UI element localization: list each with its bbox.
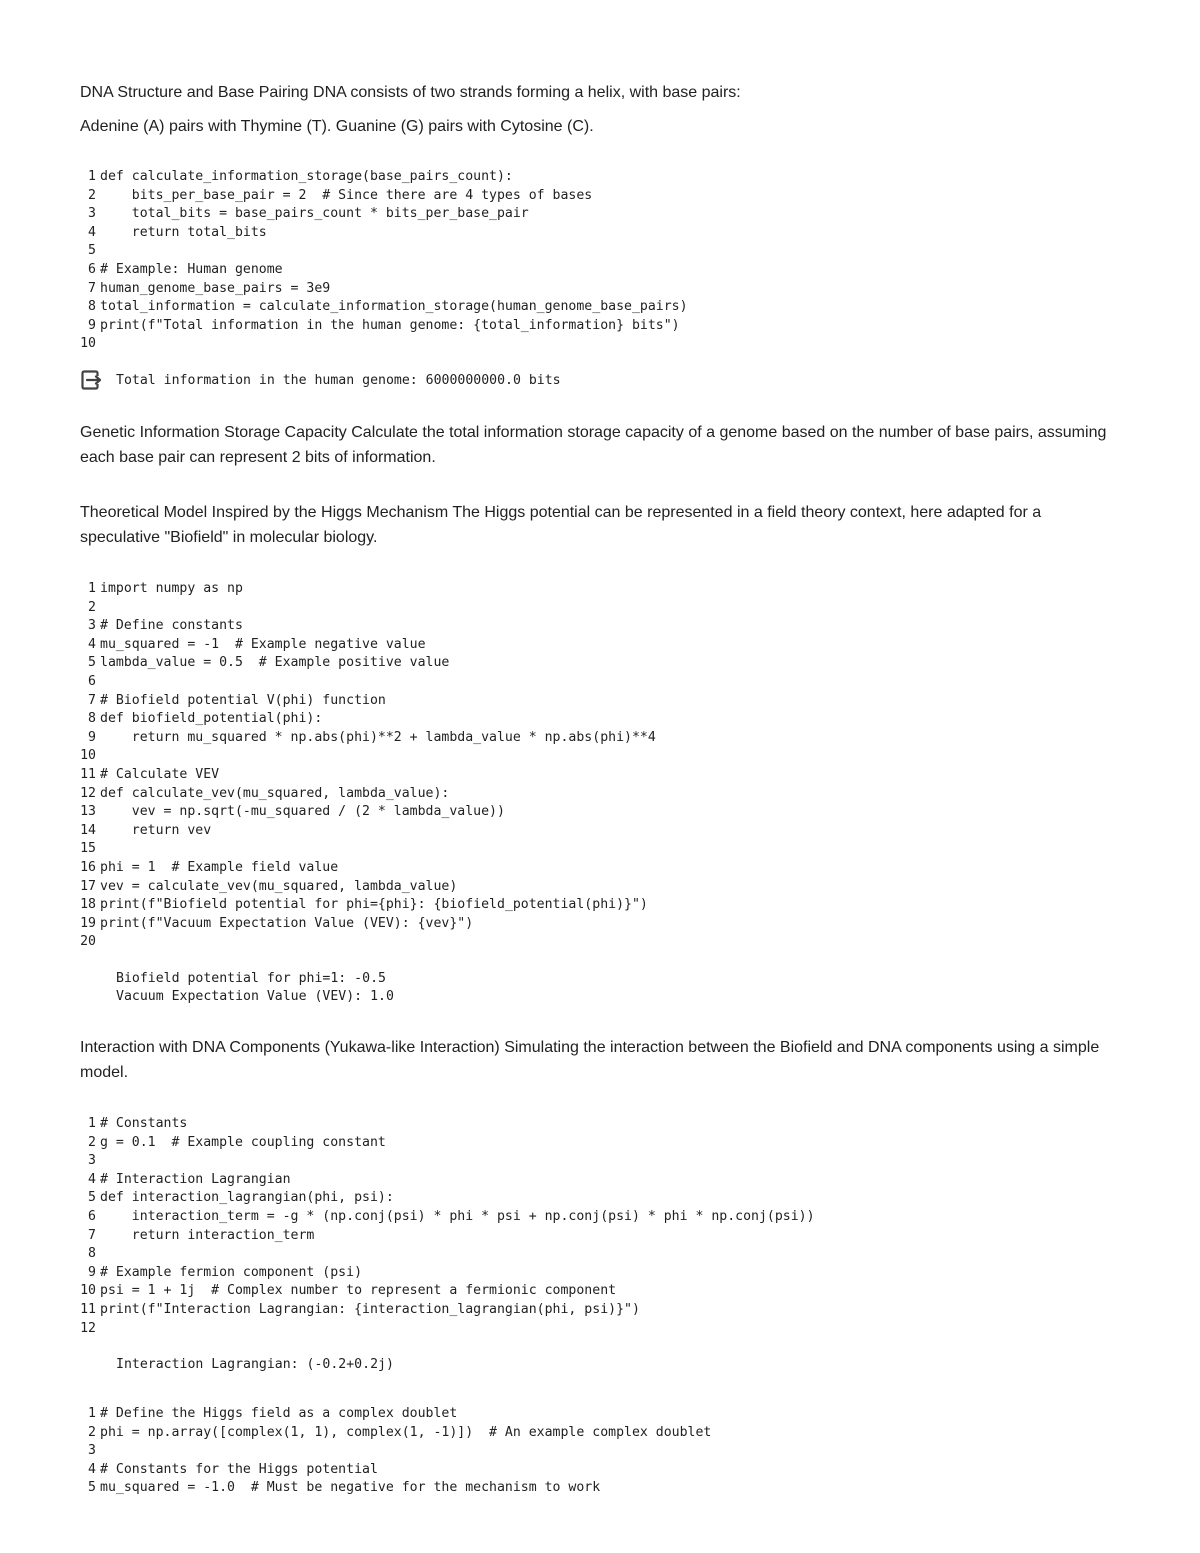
line-number: 5 (88, 243, 96, 259)
code-text: phi = np.array([complex(1, 1), complex(1, -1)]) # An example complex doublet (100, 1424, 712, 1440)
code-text: vev = np.sqrt(-mu_squared / (2 * lambda_value)) (100, 804, 505, 820)
code-cell-2 (80, 580, 656, 952)
line-number: 2 (88, 187, 96, 203)
code-cell-4 (80, 1405, 711, 1498)
code-text: def calculate_information_storage(base_pairs_count): (100, 169, 513, 184)
code-text: total_bits = base_pairs_count * bits_per_base_pair (100, 206, 529, 222)
code-line (80, 692, 656, 711)
code-line (80, 1264, 815, 1283)
code-text: return mu_squared * np.abs(phi)**2 + lambda_value * np.abs(phi)**4 (100, 729, 656, 745)
line-number: 11 (80, 1301, 96, 1317)
line-number: 13 (80, 804, 96, 820)
code-line (80, 224, 688, 243)
code-line (80, 1301, 815, 1320)
line-number: 9 (88, 729, 96, 745)
output-line: Biofield potential for phi=1: -0.5 (116, 971, 386, 986)
line-number: 9 (88, 1264, 96, 1280)
line-number: 10 (80, 336, 96, 352)
output-exit-icon[interactable] (80, 369, 104, 391)
output-line: Interaction Lagrangian: (-0.2+0.2j) (116, 1357, 394, 1372)
line-number: 6 (88, 261, 96, 277)
code-line (80, 1442, 711, 1461)
code-line (80, 1134, 815, 1153)
code-text: # Interaction Lagrangian (100, 1171, 291, 1187)
code-text: psi = 1 + 1j # Complex number to represent a fermionic component (100, 1283, 617, 1299)
code-text: return vev (100, 822, 212, 838)
code-line (80, 1189, 815, 1208)
code-line (80, 822, 656, 841)
section-yukawa-interaction: Interaction with DNA Components (Yukawa-like Interaction) Simulating the interaction between the Biofield and DNA components using a simple model. (80, 1039, 1100, 1081)
line-number: 6 (88, 1208, 96, 1224)
line-number: 7 (88, 280, 96, 296)
code-text: def interaction_lagrangian(phi, psi): (100, 1190, 394, 1206)
code-cell-3-output (80, 1356, 394, 1374)
line-number: 12 (80, 1320, 96, 1336)
line-number: 1 (88, 1116, 96, 1131)
code-line (80, 747, 656, 766)
code-text: print(f"Vacuum Expectation Value (VEV): {vev}") (100, 915, 474, 931)
code-line (80, 298, 688, 317)
line-number: 8 (88, 1246, 96, 1262)
code-text: phi = 1 # Example field value (100, 859, 339, 875)
code-text: # Biofield potential V(phi) function (100, 692, 386, 708)
code-line (80, 859, 656, 878)
code-line (80, 673, 656, 692)
line-number: 6 (88, 673, 96, 689)
code-line (80, 317, 688, 336)
code-text: interaction_term = -g * (np.conj(psi) * phi * psi + np.conj(psi) * phi * np.conj(psi)) (100, 1208, 815, 1224)
code-text: print(f"Biofield potential for phi={phi}: {biofield_potential(phi)}") (100, 897, 648, 913)
line-number: 4 (88, 1171, 96, 1187)
code-line (80, 933, 656, 952)
line-number: 5 (88, 1480, 96, 1496)
line-number: 18 (80, 897, 96, 913)
code-text: bits_per_base_pair = 2 # Since there are 4 types of bases (100, 187, 593, 203)
line-number: 3 (88, 206, 96, 222)
code-text: human_genome_base_pairs = 3e9 (100, 280, 331, 296)
code-line (80, 1479, 711, 1498)
line-number: 5 (88, 1190, 96, 1206)
code-line (80, 1461, 711, 1480)
code-line (80, 1115, 815, 1134)
code-line (80, 803, 656, 822)
line-number: 2 (88, 1424, 96, 1440)
output-line: Vacuum Expectation Value (VEV): 1.0 (116, 988, 394, 1004)
code-line (80, 878, 656, 897)
line-number: 17 (80, 878, 96, 894)
intro-paragraph-1: DNA Structure and Base Pairing DNA consists of two strands forming a helix, with base pairs: (80, 84, 741, 101)
line-number: 7 (88, 692, 96, 708)
code-line (80, 187, 688, 206)
intro-paragraph-2: Adenine (A) pairs with Thymine (T). Guanine (G) pairs with Cytosine (C). (80, 118, 594, 135)
code-line (80, 654, 656, 673)
code-line (80, 242, 688, 261)
code-text: g = 0.1 # Example coupling constant (100, 1134, 386, 1150)
line-number: 20 (80, 934, 96, 950)
code-line (80, 1424, 711, 1443)
line-number: 10 (80, 748, 96, 764)
line-number: 2 (88, 1134, 96, 1150)
code-text: mu_squared = -1.0 # Must be negative for the mechanism to work (100, 1480, 601, 1496)
code-line (80, 280, 688, 299)
code-line (80, 168, 688, 187)
code-line (80, 710, 656, 729)
code-text: # Calculate VEV (100, 766, 220, 782)
code-line (80, 205, 688, 224)
line-number: 10 (80, 1283, 96, 1299)
code-line (80, 915, 656, 934)
code-line (80, 1245, 815, 1264)
line-number: 19 (80, 915, 96, 931)
code-cell-3 (80, 1115, 815, 1338)
section-storage-capacity: Genetic Information Storage Capacity Calculate the total information storage capacity of a genome based on the number of base pairs, assuming each base pair can represent 2 bits of information. (80, 424, 1107, 466)
code-line (80, 840, 656, 859)
code-text: # Constants for the Higgs potential (100, 1461, 378, 1477)
code-line (80, 1152, 815, 1171)
line-number: 5 (88, 655, 96, 671)
line-number: 1 (88, 1406, 96, 1421)
code-line (80, 1227, 815, 1246)
code-text: # Constants (100, 1116, 188, 1131)
code-line (80, 335, 688, 354)
code-text: lambda_value = 0.5 # Example positive value (100, 655, 450, 671)
code-line (80, 636, 656, 655)
section-higgs-model: Theoretical Model Inspired by the Higgs Mechanism The Higgs potential can be represented in a field theory context, here adapted for a speculative "Biofield" in molecular biology. (80, 504, 1042, 546)
line-number: 7 (88, 1227, 96, 1243)
line-number: 16 (80, 859, 96, 875)
code-text: print(f"Interaction Lagrangian: {interaction_lagrangian(phi, psi)}") (100, 1301, 640, 1317)
line-number: 1 (88, 581, 96, 596)
code-text: return total_bits (100, 224, 267, 240)
code-text: return interaction_term (100, 1227, 315, 1243)
code-line (80, 729, 656, 748)
code-line (80, 1320, 815, 1339)
code-text: # Define the Higgs field as a complex doublet (100, 1406, 458, 1421)
line-number: 14 (80, 822, 96, 838)
line-number: 4 (88, 636, 96, 652)
output-line: Total information in the human genome: 6000000000.0 bits (116, 373, 561, 388)
code-line (80, 580, 656, 599)
line-number: 8 (88, 299, 96, 315)
line-number: 4 (88, 224, 96, 240)
code-text: total_information = calculate_information_storage(human_genome_base_pairs) (100, 299, 688, 315)
code-text: def biofield_potential(phi): (100, 711, 323, 727)
line-number: 3 (88, 1443, 96, 1459)
code-text: mu_squared = -1 # Example negative value (100, 636, 426, 652)
code-text: # Define constants (100, 618, 243, 634)
code-cell-1 (80, 168, 688, 354)
line-number: 2 (88, 599, 96, 615)
code-text: # Example fermion component (psi) (100, 1264, 363, 1280)
code-line (80, 261, 688, 280)
code-text: import numpy as np (100, 581, 243, 596)
code-line (80, 766, 656, 785)
code-text: vev = calculate_vev(mu_squared, lambda_value) (100, 878, 458, 894)
code-cell-1-output (80, 372, 561, 390)
code-text: def calculate_vev(mu_squared, lambda_value): (100, 785, 450, 801)
code-line (80, 1405, 711, 1424)
code-line (80, 896, 656, 915)
code-cell-2-output (80, 970, 394, 1005)
code-line (80, 599, 656, 618)
code-line (80, 1282, 815, 1301)
line-number: 3 (88, 618, 96, 634)
code-line (80, 1171, 815, 1190)
line-number: 4 (88, 1461, 96, 1477)
code-text: print(f"Total information in the human genome: {total_information} bits") (100, 317, 680, 333)
line-number: 15 (80, 841, 96, 857)
line-number: 1 (88, 169, 96, 184)
line-number: 9 (88, 317, 96, 333)
code-line (80, 1208, 815, 1227)
line-number: 12 (80, 785, 96, 801)
code-line (80, 785, 656, 804)
code-line (80, 617, 656, 636)
code-text: # Example: Human genome (100, 261, 283, 277)
line-number: 3 (88, 1153, 96, 1169)
line-number: 8 (88, 711, 96, 727)
line-number: 11 (80, 766, 96, 782)
